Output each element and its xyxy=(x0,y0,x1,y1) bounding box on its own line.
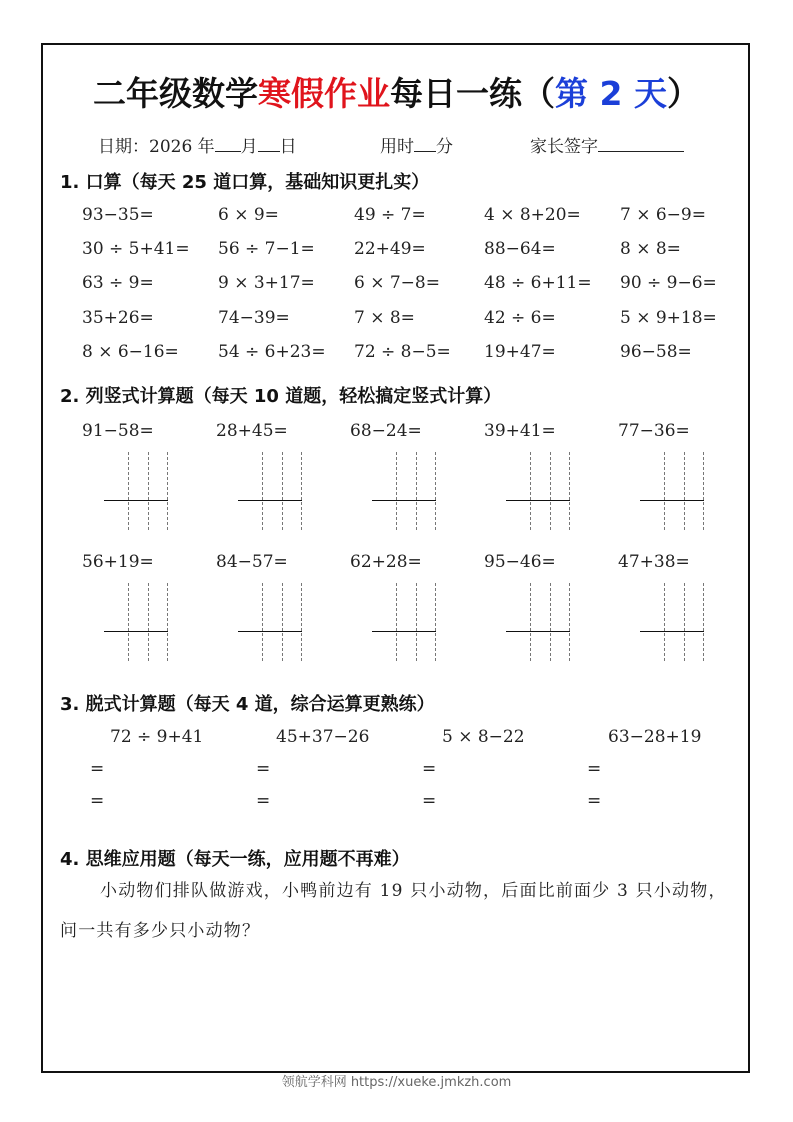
vertical-expression: 77−36= xyxy=(618,421,690,441)
result-rule-line xyxy=(372,500,436,501)
digit-guide-line xyxy=(167,452,168,530)
digit-guide-line xyxy=(550,583,551,661)
oral-item: 22+49= xyxy=(354,239,426,259)
section-stepwise-heading: 3. 脱式计算题（每天 4 道，综合运算更熟练） xyxy=(60,694,435,715)
digit-guide-line xyxy=(148,452,149,530)
digit-guide-line xyxy=(416,583,417,661)
vertical-work-box xyxy=(506,583,576,661)
result-rule-line xyxy=(372,631,436,632)
digit-guide-line xyxy=(167,583,168,661)
vertical-expression: 28+45= xyxy=(216,421,288,441)
equals-sign: = xyxy=(422,791,437,811)
oral-item: 35+26= xyxy=(82,308,154,328)
digit-guide-line xyxy=(664,452,665,530)
vertical-expression: 91−58= xyxy=(82,421,154,441)
equals-sign: = xyxy=(587,759,602,779)
digit-guide-line xyxy=(435,452,436,530)
oral-item: 5 × 9+18= xyxy=(620,308,717,328)
vertical-work-box xyxy=(506,452,576,530)
digit-guide-line xyxy=(301,583,302,661)
digit-guide-line xyxy=(703,583,704,661)
digit-guide-line xyxy=(569,583,570,661)
vertical-work-box xyxy=(238,452,308,530)
oral-item: 19+47= xyxy=(484,342,556,362)
section-application-heading: 4. 思维应用题（每天一练，应用题不再难） xyxy=(60,849,410,870)
vertical-work-box xyxy=(640,452,710,530)
digit-guide-line xyxy=(550,452,551,530)
date-field: 日期：2026 年 月 日 xyxy=(98,132,297,157)
oral-item: 72 ÷ 8−5= xyxy=(354,342,451,362)
digit-guide-line xyxy=(684,583,685,661)
oral-item: 8 × 8= xyxy=(620,239,681,259)
time-field: 用时 分 xyxy=(380,132,453,157)
digit-guide-line xyxy=(128,583,129,661)
digit-guide-line xyxy=(262,583,263,661)
vertical-expression: 62+28= xyxy=(350,552,422,572)
oral-item: 90 ÷ 9−6= xyxy=(620,273,717,293)
vertical-work-box xyxy=(640,583,710,661)
digit-guide-line xyxy=(684,452,685,530)
oral-item: 74−39= xyxy=(218,308,290,328)
result-rule-line xyxy=(104,631,168,632)
stepwise-expression: 63−28+19 xyxy=(608,727,702,747)
vertical-expression: 95−46= xyxy=(484,552,556,572)
result-rule-line xyxy=(640,500,704,501)
digit-guide-line xyxy=(148,583,149,661)
oral-item: 56 ÷ 7−1= xyxy=(218,239,315,259)
result-rule-line xyxy=(506,631,570,632)
oral-item: 7 × 8= xyxy=(354,308,415,328)
vertical-expression: 84−57= xyxy=(216,552,288,572)
result-rule-line xyxy=(640,631,704,632)
equals-sign: = xyxy=(90,759,105,779)
digit-guide-line xyxy=(435,583,436,661)
oral-item: 6 × 9= xyxy=(218,205,279,225)
oral-item: 6 × 7−8= xyxy=(354,273,440,293)
equals-sign: = xyxy=(90,791,105,811)
oral-item: 48 ÷ 6+11= xyxy=(484,273,592,293)
vertical-work-box xyxy=(104,452,174,530)
vertical-expression: 56+19= xyxy=(82,552,154,572)
equals-sign: = xyxy=(587,791,602,811)
section-oral-heading: 1. 口算（每天 25 道口算，基础知识更扎实） xyxy=(60,172,430,193)
digit-guide-line xyxy=(416,452,417,530)
digit-guide-line xyxy=(530,583,531,661)
vertical-work-box xyxy=(372,583,442,661)
oral-item: 42 ÷ 6= xyxy=(484,308,556,328)
oral-item: 7 × 6−9= xyxy=(620,205,706,225)
digit-guide-line xyxy=(282,583,283,661)
digit-guide-line xyxy=(569,452,570,530)
result-rule-line xyxy=(238,500,302,501)
digit-guide-line xyxy=(301,452,302,530)
equals-sign: = xyxy=(256,759,271,779)
equals-sign: = xyxy=(256,791,271,811)
oral-item: 88−64= xyxy=(484,239,556,259)
stepwise-expression: 5 × 8−22 xyxy=(442,727,525,747)
result-rule-line xyxy=(238,631,302,632)
oral-item: 96−58= xyxy=(620,342,692,362)
page-title: 二年级数学寒假作业每日一练（第 2 天） xyxy=(93,74,700,113)
oral-item: 30 ÷ 5+41= xyxy=(82,239,190,259)
digit-guide-line xyxy=(530,452,531,530)
oral-item: 8 × 6−16= xyxy=(82,342,179,362)
oral-item: 93−35= xyxy=(82,205,154,225)
vertical-expression: 47+38= xyxy=(618,552,690,572)
vertical-expression: 39+41= xyxy=(484,421,556,441)
digit-guide-line xyxy=(128,452,129,530)
oral-item: 49 ÷ 7= xyxy=(354,205,426,225)
oral-item: 4 × 8+20= xyxy=(484,205,581,225)
word-problem: 小动物们排队做游戏，小鸭前边有 19 只小动物，后面比前面少 3 只小动物，问一共有多少只小动物？ xyxy=(60,881,727,941)
oral-item: 54 ÷ 6+23= xyxy=(218,342,326,362)
vertical-expression: 68−24= xyxy=(350,421,422,441)
digit-guide-line xyxy=(396,583,397,661)
vertical-work-box xyxy=(372,452,442,530)
digit-guide-line xyxy=(664,583,665,661)
section-vertical-heading: 2. 列竖式计算题（每天 10 道题，轻松搞定竖式计算） xyxy=(60,386,502,407)
digit-guide-line xyxy=(262,452,263,530)
footer-source: 领航学科网 https://xueke.jmkzh.com xyxy=(281,1075,512,1090)
vertical-work-box xyxy=(104,583,174,661)
digit-guide-line xyxy=(703,452,704,530)
stepwise-expression: 72 ÷ 9+41 xyxy=(110,727,204,747)
oral-item: 63 ÷ 9= xyxy=(82,273,154,293)
result-rule-line xyxy=(506,500,570,501)
equals-sign: = xyxy=(422,759,437,779)
vertical-work-box xyxy=(238,583,308,661)
stepwise-expression: 45+37−26 xyxy=(276,727,370,747)
oral-item: 9 × 3+17= xyxy=(218,273,315,293)
digit-guide-line xyxy=(282,452,283,530)
result-rule-line xyxy=(104,500,168,501)
digit-guide-line xyxy=(396,452,397,530)
parent-sign-field: 家长签字 xyxy=(530,132,684,157)
